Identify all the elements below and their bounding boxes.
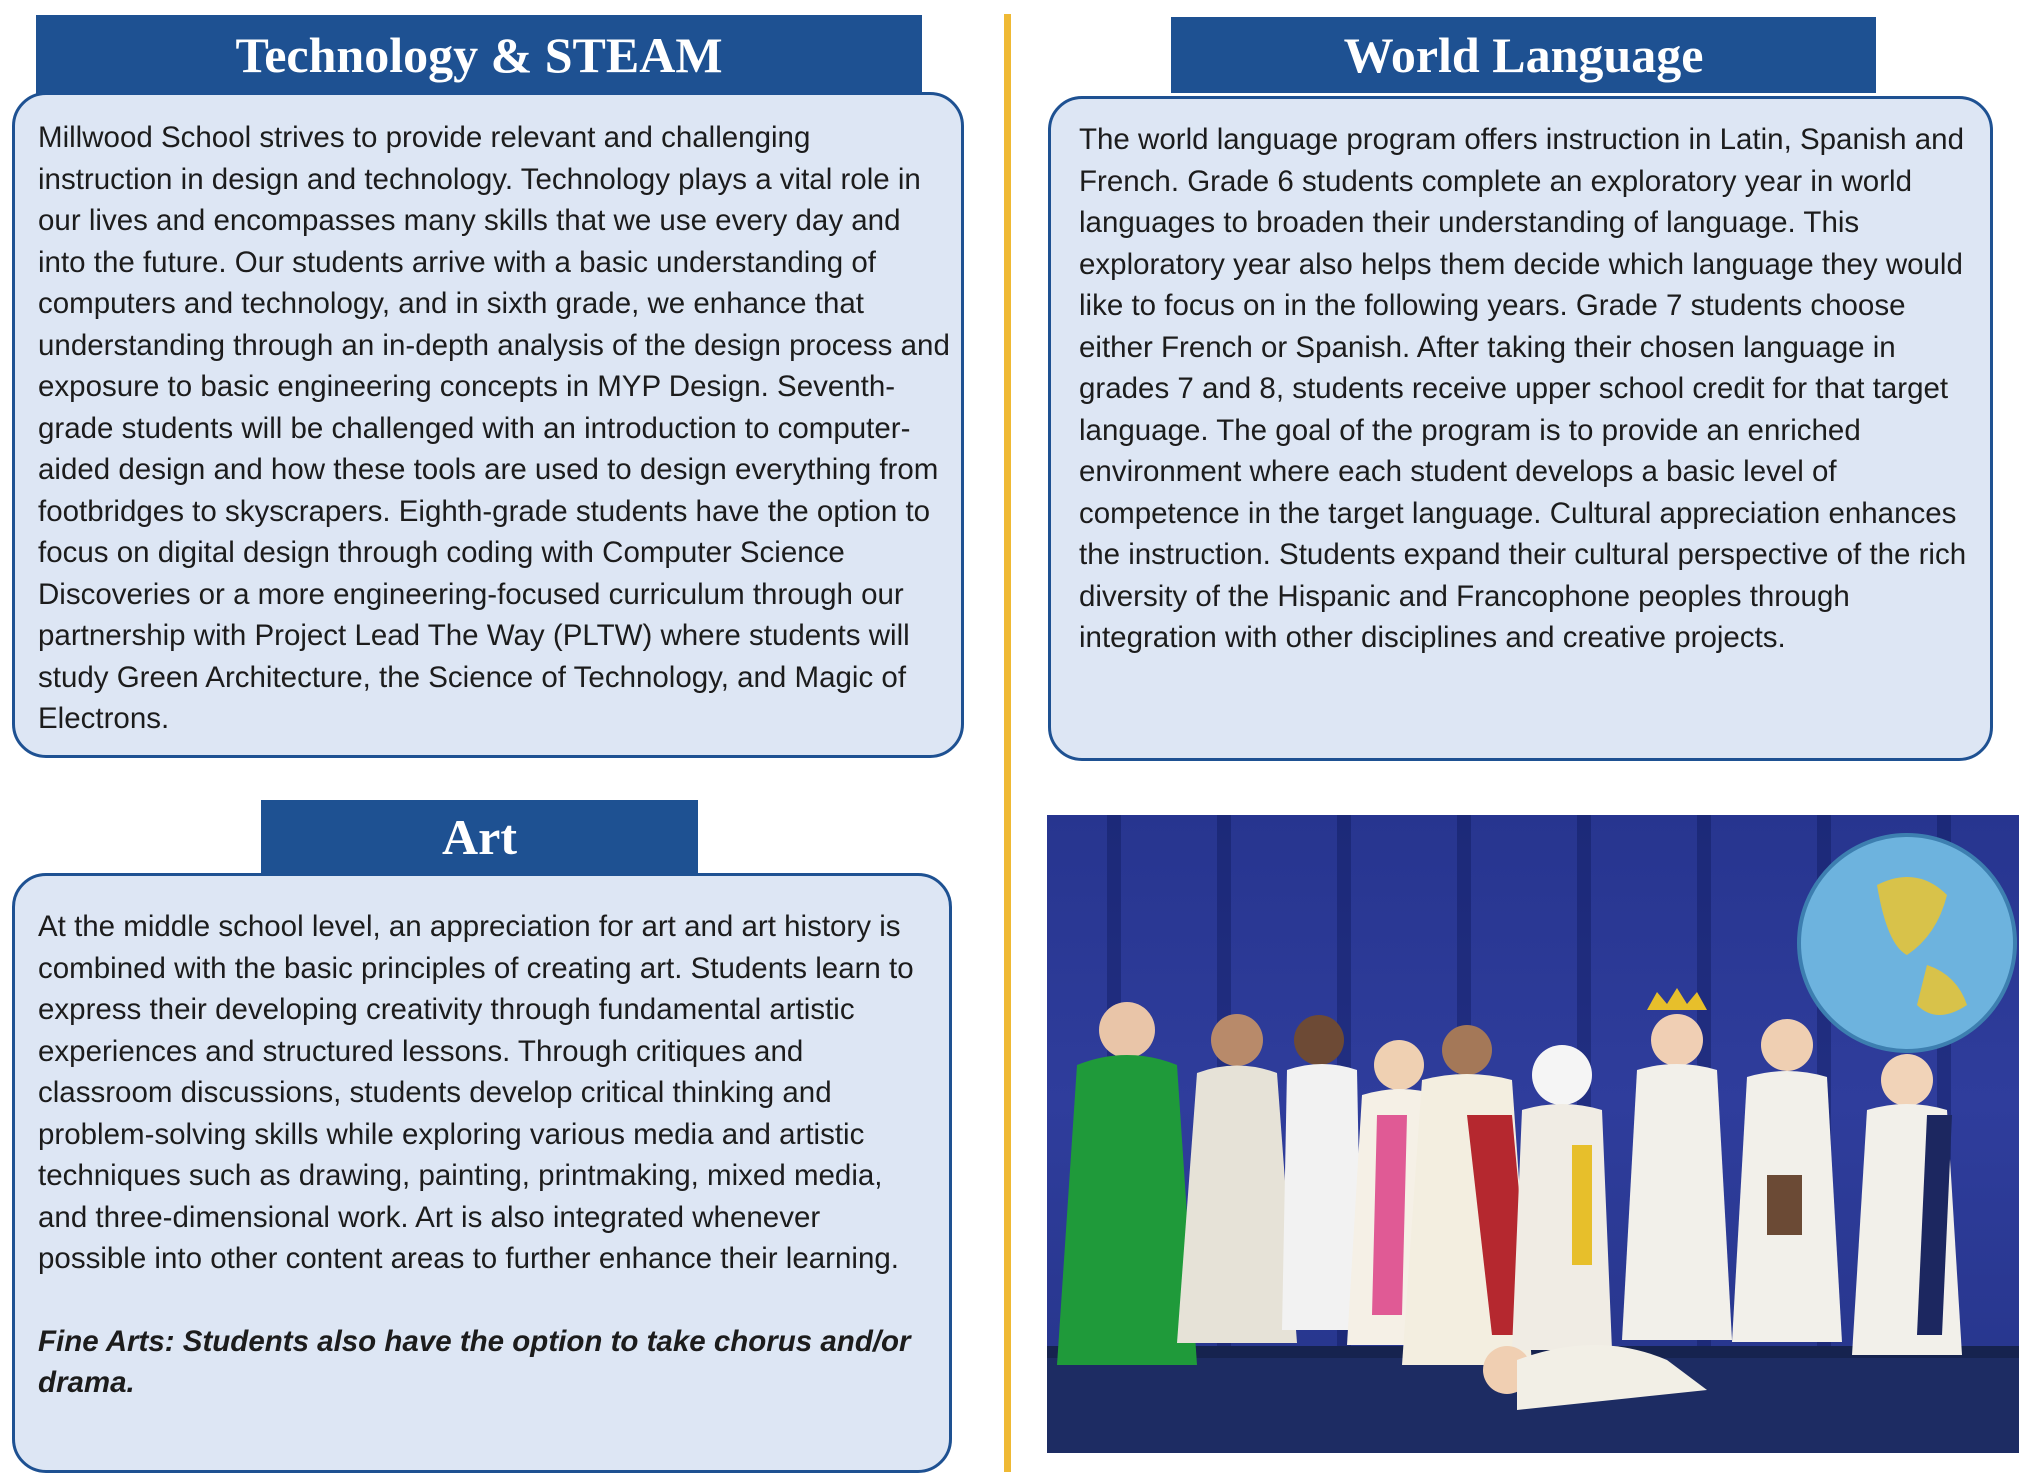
student-figure (1732, 1019, 1842, 1342)
art-panel (12, 873, 952, 1473)
student-figure (1177, 1014, 1297, 1343)
technology-header (36, 15, 922, 95)
world-language-header (1171, 17, 1876, 93)
student-figure (1402, 1025, 1532, 1365)
students-costume-photo (1047, 815, 2019, 1453)
technology-panel (12, 92, 964, 758)
students-figures (1047, 815, 2019, 1453)
world-language-body: The world language program offers instruction in Latin, Spanish and French. Grade 6 students complete an exploratory year in world languages to broaden their understanding of language. This exploratory year also helps them decide which language they would like to focus on in the following years. Grade 7 students choose either French or Spanish. After taking their chosen language in grades 7 and 8, students receive upper school credit for that target language. The goal of the program is to provide an enriched environment where each student develops a basic level of competence in the target language. Cultural appreciation enhances the instruction. Students expand their cultural perspective of the rich diversity of the Hispanic and Francophone peoples through integration with other disciplines and creative projects. (1079, 123, 1967, 654)
column-divider (1004, 14, 1011, 1472)
art-title: Art (442, 809, 517, 865)
student-figure (1282, 1015, 1362, 1330)
art-body: At the middle school level, an appreciation for art and art history is combined with the basic principles of creating art. Students learn to express their developing creativity through fundamental artistic experiences and structured lessons. Through critiques and classroom discussions, students develop critical thinking and problem-solving skills while exploring various media and artistic techniques such as drawing, painting, printmaking, mixed media, and three-dimensional work. Art is also integrated whenever possible into other content areas to further enhance their learning. (38, 910, 914, 1275)
technology-body: Millwood School strives to provide relevant and challenging instruction in design and technology. Technology plays a vital role in our lives and encompasses many skills that we use every day and into the future. Our students arrive with a basic understanding of computers and technology, and in sixth grade, we enhance that understanding through an in-depth analysis of the design process and exposure to basic engineering concepts in MYP Design. Seventh-grade students will be challenged with an introduction to computer-aided design and how these tools are used to design everything from footbridges to skyscrapers. Eighth-grade students have the option to focus on digital design through coding with Computer Science Discoveries or a more engineering-focused curriculum through our partnership with Project Lead The Way (PLTW) where students will study Green Architecture, the Science of Technology, and Magic of Electrons. (38, 121, 950, 735)
student-figure (1512, 1045, 1612, 1350)
technology-title: Technology & STEAM (235, 27, 723, 83)
student-figure (1483, 1345, 1707, 1410)
art-header (261, 800, 698, 874)
student-figure (1852, 1054, 1962, 1355)
world-language-panel (1048, 96, 1993, 761)
art-fine-arts-note: Fine Arts: Students also have the option to take chorus and/or drama. (38, 1324, 911, 1399)
world-language-title: World Language (1343, 27, 1704, 83)
student-figure (1057, 1002, 1197, 1365)
student-figure (1622, 988, 1732, 1340)
